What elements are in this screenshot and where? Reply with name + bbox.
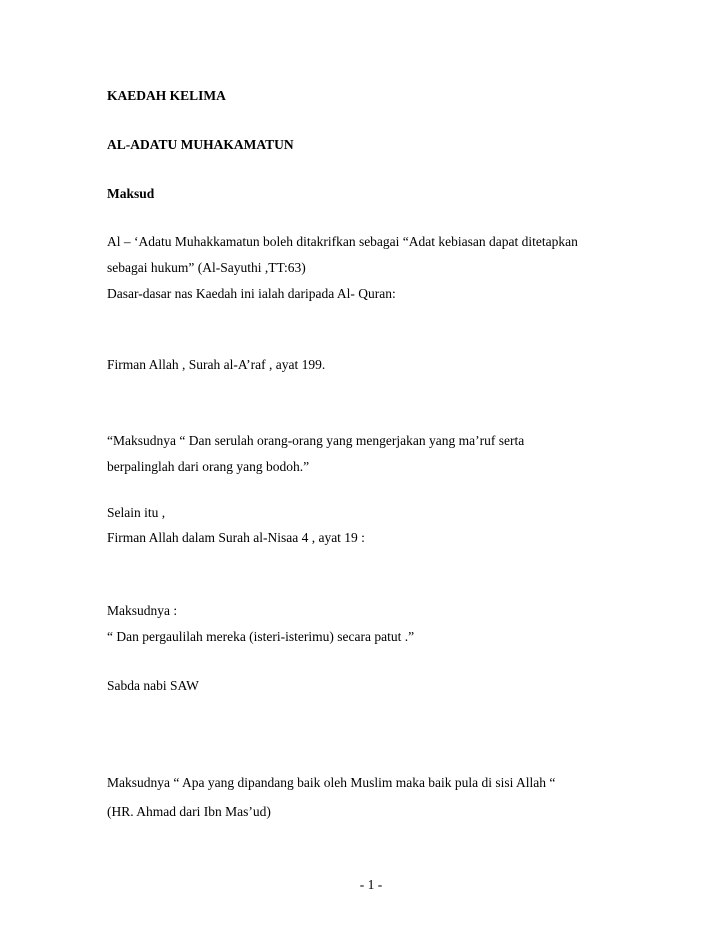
maksud-2-text: “ Dan pergaulilah mereka (isteri-isterimu) secara patut .” (107, 629, 415, 644)
firman-1: Firman Allah , Surah al-A’raf , ayat 199. (107, 357, 326, 372)
maksud-1-line-1: “Maksudnya “ Dan serulah orang-orang yang mengerjakan yang ma’ruf serta (107, 433, 525, 448)
heading-title: AL-ADATU MUHAKAMATUN (107, 137, 294, 152)
firman-2: Firman Allah dalam Surah al-Nisaa 4 , ayat 19 : (107, 530, 365, 545)
maksud-1-line-2: berpalinglah dari orang yang bodoh.” (107, 459, 310, 474)
definition-line-1: Al – ‘Adatu Muhakkamatun boleh ditakrifkan sebagai “Adat kebiasan dapat ditetapkan (107, 234, 578, 249)
definition-line-3: Dasar-dasar nas Kaedah ini ialah daripada Al- Quran: (107, 286, 396, 301)
maksud-3-line-1: Maksudnya “ Apa yang dipandang baik oleh Muslim maka baik pula di sisi Allah “ (107, 775, 556, 790)
sabda-nabi: Sabda nabi SAW (107, 678, 199, 693)
heading-rule: KAEDAH KELIMA (107, 88, 226, 103)
page-number-text: - 1 - (359, 877, 383, 892)
maksud-2-label: Maksudnya : (107, 603, 178, 618)
selain-itu: Selain itu , (107, 505, 166, 520)
maksud-3-line-2: (HR. Ahmad dari Ibn Mas’ud) (107, 804, 271, 819)
page-number (0, 876, 728, 894)
heading-maksud: Maksud (107, 186, 155, 201)
definition-line-2: sebagai hukum” (Al-Sayuthi ,TT:63) (107, 260, 306, 275)
